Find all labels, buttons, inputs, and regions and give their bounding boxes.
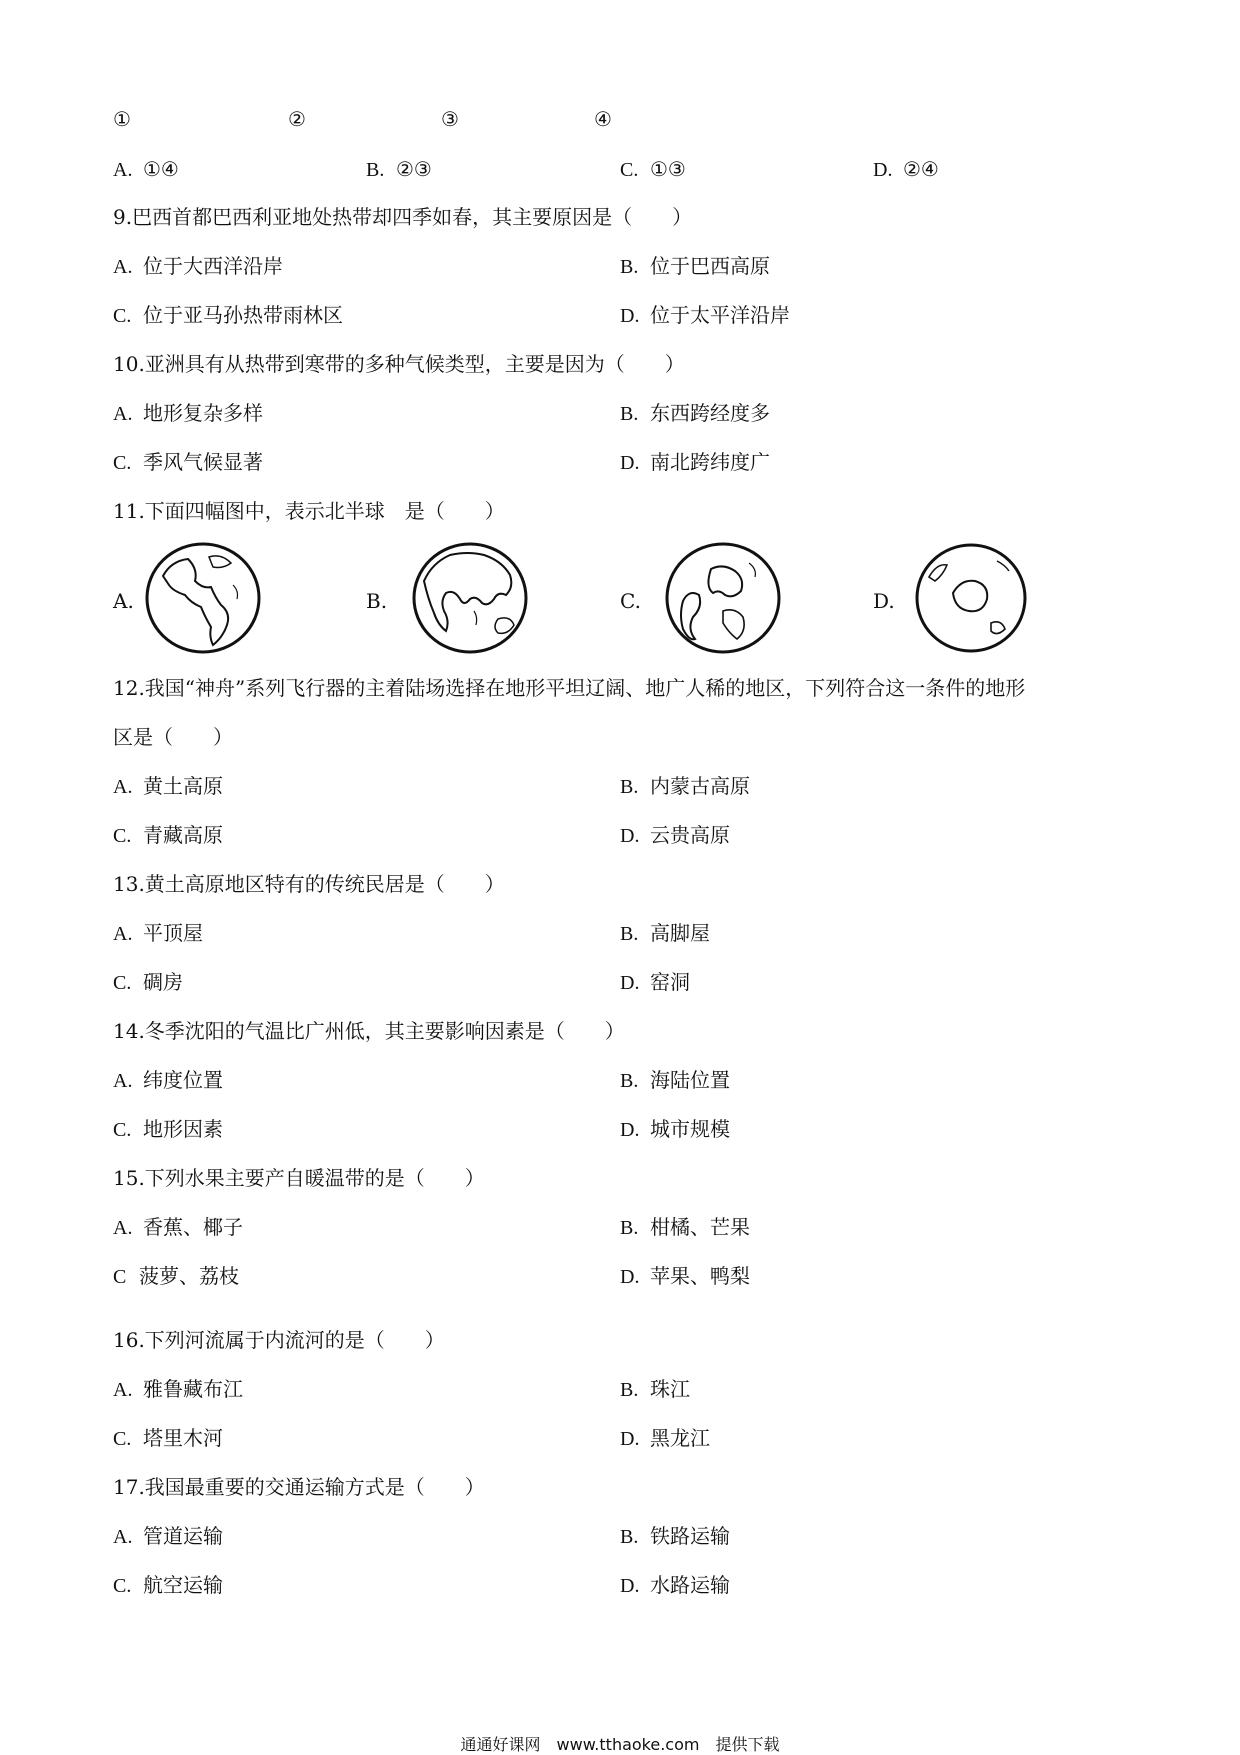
option-letter: A. <box>113 159 133 181</box>
option-text: ①③ <box>650 157 686 181</box>
q11-option-c-label: C. <box>620 589 641 613</box>
option-text: 海陆位置 <box>650 1068 730 1092</box>
q13-option-a <box>113 920 203 947</box>
q13-option-b <box>620 920 710 947</box>
option-text: 窑洞 <box>650 970 690 994</box>
q8-option-a <box>113 156 179 183</box>
q15-option-c <box>113 1263 239 1290</box>
q16-question: 16.下列河流属于内流河的是（ ） <box>113 1328 445 1352</box>
q11-question: 11.下面四幅图中，表示北半球 是（ ） <box>113 499 505 523</box>
q8-option-c <box>620 156 686 183</box>
option-text: 南北跨纬度广 <box>650 450 770 474</box>
q14-option-a <box>113 1067 223 1094</box>
option-text: 青藏高原 <box>143 823 223 847</box>
option-text: 菠萝、荔枝 <box>139 1264 239 1288</box>
globe-a-icon <box>143 541 263 656</box>
option-letter: B. <box>620 1526 639 1548</box>
option-letter: D. <box>620 972 640 994</box>
q8-option-b <box>366 156 432 183</box>
q16-option-b <box>620 1376 690 1403</box>
q10-option-c <box>113 449 263 476</box>
q13-question: 13.黄土高原地区特有的传统民居是（ ） <box>113 872 505 896</box>
q9-option-b <box>620 253 770 280</box>
option-text: ②④ <box>903 157 939 181</box>
option-letter: C. <box>113 1428 132 1450</box>
q9-option-a <box>113 253 283 280</box>
q12-question-line2: 区是（ ） <box>113 725 233 749</box>
option-text: 管道运输 <box>143 1524 223 1548</box>
option-letter: A. <box>113 1526 133 1548</box>
q8-option-d <box>873 156 939 183</box>
option-text: 地形因素 <box>143 1117 223 1141</box>
option-letter: C. <box>113 1575 132 1597</box>
option-letter: C. <box>113 972 132 994</box>
option-text: 碉房 <box>143 970 183 994</box>
q12-option-d <box>620 822 730 849</box>
q17-option-c <box>113 1572 223 1599</box>
option-letter: B. <box>620 1070 639 1092</box>
q10-option-a <box>113 400 263 427</box>
option-text: 纬度位置 <box>143 1068 223 1092</box>
q14-option-b <box>620 1067 730 1094</box>
option-text: 柑橘、芒果 <box>650 1215 750 1239</box>
q11-option-d-label: D. <box>873 589 895 613</box>
q17-option-d <box>620 1572 730 1599</box>
option-text: 香蕉、椰子 <box>143 1215 243 1239</box>
q9-question: 9.巴西首都巴西利亚地处热带却四季如春，其主要原因是（ ） <box>113 205 693 229</box>
option-letter: D. <box>620 1575 640 1597</box>
option-text: 位于太平洋沿岸 <box>650 303 790 327</box>
q9-option-c <box>113 302 343 329</box>
q10-option-d <box>620 449 770 476</box>
option-text: 水路运输 <box>650 1573 730 1597</box>
option-text: 高脚屋 <box>650 921 710 945</box>
globe-b-icon <box>410 541 530 656</box>
option-text: 位于亚马孙热带雨林区 <box>143 303 343 327</box>
option-text: 航空运输 <box>143 1573 223 1597</box>
q14-question: 14.冬季沈阳的气温比广州低，其主要影响因素是（ ） <box>113 1019 625 1043</box>
q8-marker-3: ③ <box>441 107 459 131</box>
option-text: ②③ <box>396 157 432 181</box>
option-text: 黄土高原 <box>143 774 223 798</box>
q15-option-a <box>113 1214 243 1241</box>
option-letter: D. <box>873 159 893 181</box>
q10-question: 10.亚洲具有从热带到寒带的多种气候类型，主要是因为（ ） <box>113 352 685 376</box>
option-letter: C <box>113 1266 127 1288</box>
q8-marker-1: ① <box>113 107 131 131</box>
option-letter: B. <box>620 403 639 425</box>
option-text: 季风气候显著 <box>143 450 263 474</box>
option-letter: A. <box>113 923 133 945</box>
q16-option-c <box>113 1425 223 1452</box>
page-footer: 通通好课网 www.tthaoke.com 提供下载 <box>460 1735 780 1754</box>
q8-marker-4: ④ <box>594 107 612 131</box>
option-letter: C. <box>620 159 639 181</box>
option-letter: C. <box>113 305 132 327</box>
option-text: 珠江 <box>650 1377 690 1401</box>
q12-option-a <box>113 773 223 800</box>
option-letter: B. <box>620 923 639 945</box>
option-letter: D. <box>620 825 640 847</box>
option-letter: B. <box>620 776 639 798</box>
option-letter: B. <box>366 159 385 181</box>
q14-option-c <box>113 1116 223 1143</box>
option-letter: A. <box>113 256 133 278</box>
option-letter: A. <box>113 1379 133 1401</box>
option-letter: D. <box>620 1266 640 1288</box>
q14-option-d <box>620 1116 730 1143</box>
q11-option-b-label: B. <box>366 589 388 613</box>
q16-option-d <box>620 1425 710 1452</box>
option-text: 雅鲁藏布江 <box>143 1377 243 1401</box>
option-text: 苹果、鸭梨 <box>650 1264 750 1288</box>
option-text: 黑龙江 <box>650 1426 710 1450</box>
globe-d-icon <box>913 541 1029 656</box>
q10-option-b <box>620 400 770 427</box>
option-text: 内蒙古高原 <box>650 774 750 798</box>
option-letter: C. <box>113 1119 132 1141</box>
q12-question-line1: 12.我国“神舟”系列飞行器的主着陆场选择在地形平坦辽阔、地广人稀的地区，下列符合这一条件的地形 <box>113 676 1026 700</box>
option-text: 城市规模 <box>650 1117 730 1141</box>
q8-marker-2: ② <box>288 107 306 131</box>
option-text: 位于大西洋沿岸 <box>143 254 283 278</box>
globe-c-icon <box>663 541 783 656</box>
option-letter: B. <box>620 1379 639 1401</box>
option-letter: D. <box>620 1428 640 1450</box>
q12-option-b <box>620 773 750 800</box>
option-text: 云贵高原 <box>650 823 730 847</box>
option-letter: D. <box>620 305 640 327</box>
option-text: 位于巴西高原 <box>650 254 770 278</box>
q17-option-b <box>620 1523 730 1550</box>
q15-question: 15.下列水果主要产自暖温带的是（ ） <box>113 1166 485 1190</box>
q12-option-c <box>113 822 223 849</box>
option-letter: C. <box>113 452 132 474</box>
option-letter: A. <box>113 403 133 425</box>
option-letter: B. <box>620 256 639 278</box>
option-text: ①④ <box>143 157 179 181</box>
q9-option-d <box>620 302 790 329</box>
option-letter: A. <box>113 1217 133 1239</box>
option-letter: D. <box>620 1119 640 1141</box>
option-letter: C. <box>113 825 132 847</box>
option-text: 塔里木河 <box>143 1426 223 1450</box>
q15-option-d <box>620 1263 750 1290</box>
q13-option-d <box>620 969 690 996</box>
q17-option-a <box>113 1523 223 1550</box>
option-letter: D. <box>620 452 640 474</box>
q15-option-b <box>620 1214 750 1241</box>
option-text: 铁路运输 <box>650 1524 730 1548</box>
q13-option-c <box>113 969 183 996</box>
q17-question: 17.我国最重要的交通运输方式是（ ） <box>113 1475 485 1499</box>
option-text: 东西跨经度多 <box>650 401 770 425</box>
option-letter: A. <box>113 1070 133 1092</box>
q16-option-a <box>113 1376 243 1403</box>
option-letter: A. <box>113 776 133 798</box>
q11-option-a-label: A. <box>113 589 134 613</box>
option-letter: B. <box>620 1217 639 1239</box>
option-text: 地形复杂多样 <box>143 401 263 425</box>
option-text: 平顶屋 <box>143 921 203 945</box>
